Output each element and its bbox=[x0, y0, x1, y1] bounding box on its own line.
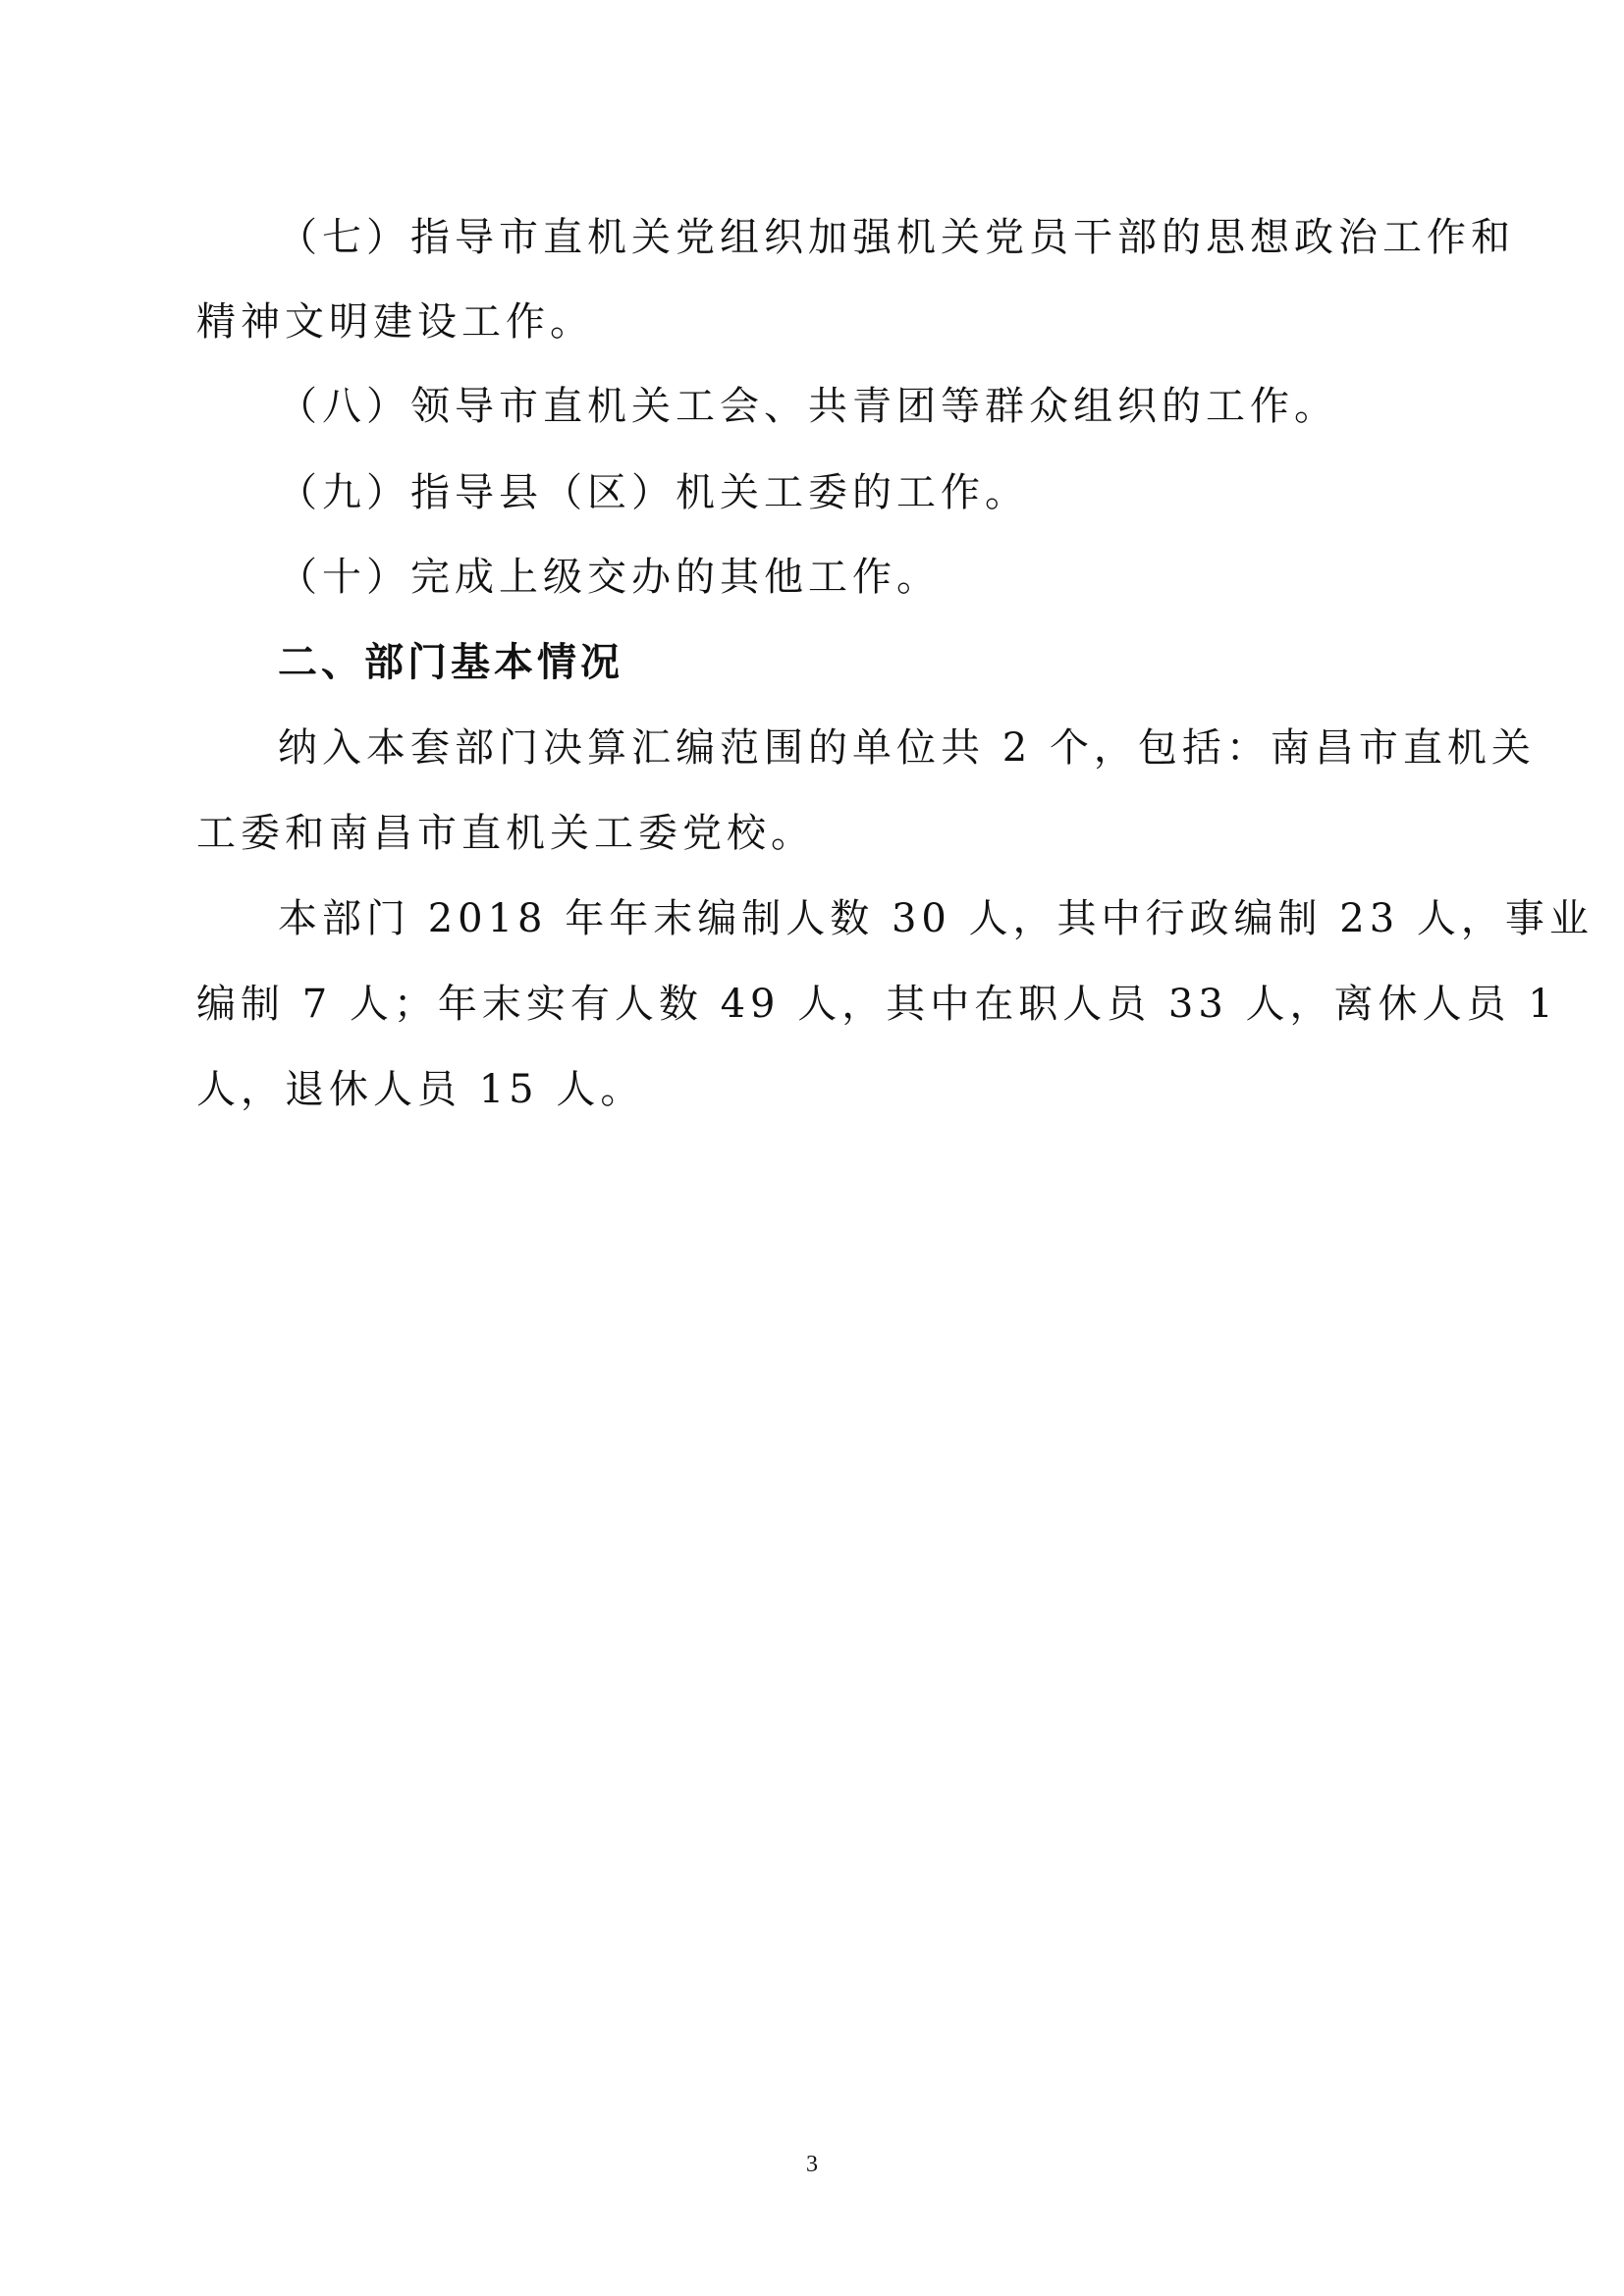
scope-paragraph-line-1: 纳入本套部门决算汇编范围的单位共 2 个，包括：南昌市直机关 bbox=[278, 725, 1536, 771]
page-number: 3 bbox=[806, 2152, 818, 2177]
item-7-line-2: 精神文明建设工作。 bbox=[196, 299, 594, 345]
scope-paragraph-line-2: 工委和南昌市直机关工委党校。 bbox=[196, 811, 815, 856]
section-heading-basic-info: 二、部门基本情况 bbox=[278, 640, 623, 685]
item-9: （九）指导县（区）机关工委的工作。 bbox=[278, 470, 1029, 515]
staff-paragraph-line-2: 编制 7 人；年末实有人数 49 人，其中在职人员 33 人，离休人员 1 bbox=[196, 982, 1558, 1027]
item-7-line-1: （七）指导市直机关党组织加强机关党员干部的思想政治工作和 bbox=[278, 215, 1515, 260]
staff-paragraph-line-3: 人，退休人员 15 人。 bbox=[196, 1067, 645, 1112]
staff-paragraph-line-1: 本部门 2018 年年末编制人数 30 人，其中行政编制 23 人，事业 bbox=[278, 896, 1594, 941]
item-8: （八）领导市直机关工会、共青团等群众组织的工作。 bbox=[278, 384, 1338, 429]
item-10: （十）完成上级交办的其他工作。 bbox=[278, 555, 941, 600]
